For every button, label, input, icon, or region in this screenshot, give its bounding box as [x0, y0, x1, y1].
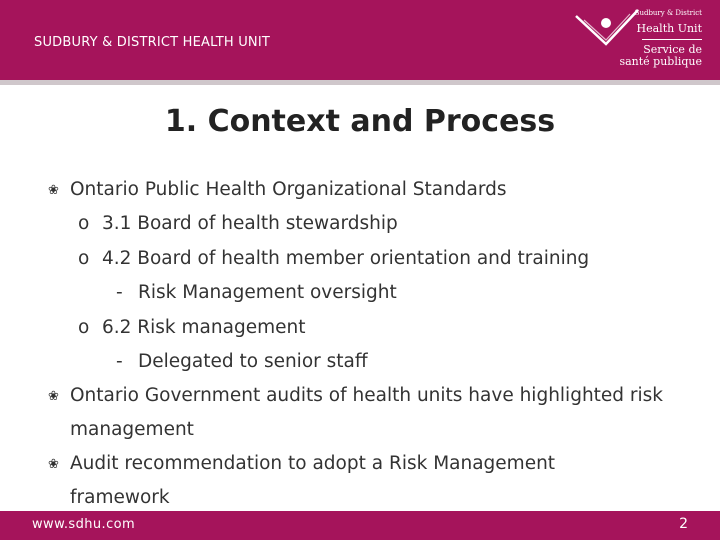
- sub-bullet-marker: o: [78, 248, 90, 269]
- bullet-icon: ❀: [48, 183, 59, 198]
- bullet-item: Ontario Government audits of health units have highlighted risk: [70, 385, 664, 406]
- bullet-item: Audit recommendation to adopt a Risk Management: [70, 453, 556, 474]
- bullet-icon: ❀: [48, 389, 59, 404]
- logo-text-line-1: Sudbury & District: [634, 9, 702, 17]
- dash-marker: -: [116, 351, 123, 372]
- sub-bullet-item: 3.1 Board of health stewardship: [102, 213, 398, 234]
- health-unit-logo: [574, 6, 710, 72]
- slide-title: 1. Context and Process: [164, 104, 556, 139]
- sub-bullet-marker: o: [78, 317, 90, 338]
- logo-text-line-4: santé publique: [619, 55, 702, 68]
- page-number: 2: [679, 516, 688, 532]
- logo-text-line-2: Health Unit: [636, 22, 702, 35]
- bullet-item: Ontario Public Health Organizational Standards: [70, 179, 507, 200]
- sub-bullet-marker: o: [78, 213, 90, 234]
- sub-bullet-item: 4.2 Board of health member orientation and training: [102, 248, 590, 269]
- logo-mark-icon: [574, 6, 640, 48]
- dash-item: Delegated to senior staff: [138, 351, 368, 372]
- header-divider: [0, 80, 720, 85]
- footer-website-link[interactable]: www.sdhu.com: [32, 517, 136, 532]
- sub-bullet-item: 6.2 Risk management: [102, 317, 306, 338]
- logo-divider: [642, 39, 702, 40]
- header-bar: [0, 0, 720, 80]
- dash-item: Risk Management oversight: [138, 282, 397, 303]
- bullet-icon: ❀: [48, 457, 59, 472]
- logo-text-line-3: Service de: [643, 43, 702, 56]
- organization-name: SUDBURY & DISTRICT HEALTH UNIT: [34, 35, 271, 50]
- footer-bar: [0, 511, 720, 540]
- dash-marker: -: [116, 282, 123, 303]
- bullet-item-continuation: management: [70, 419, 194, 440]
- bullet-item-continuation: framework: [70, 487, 170, 508]
